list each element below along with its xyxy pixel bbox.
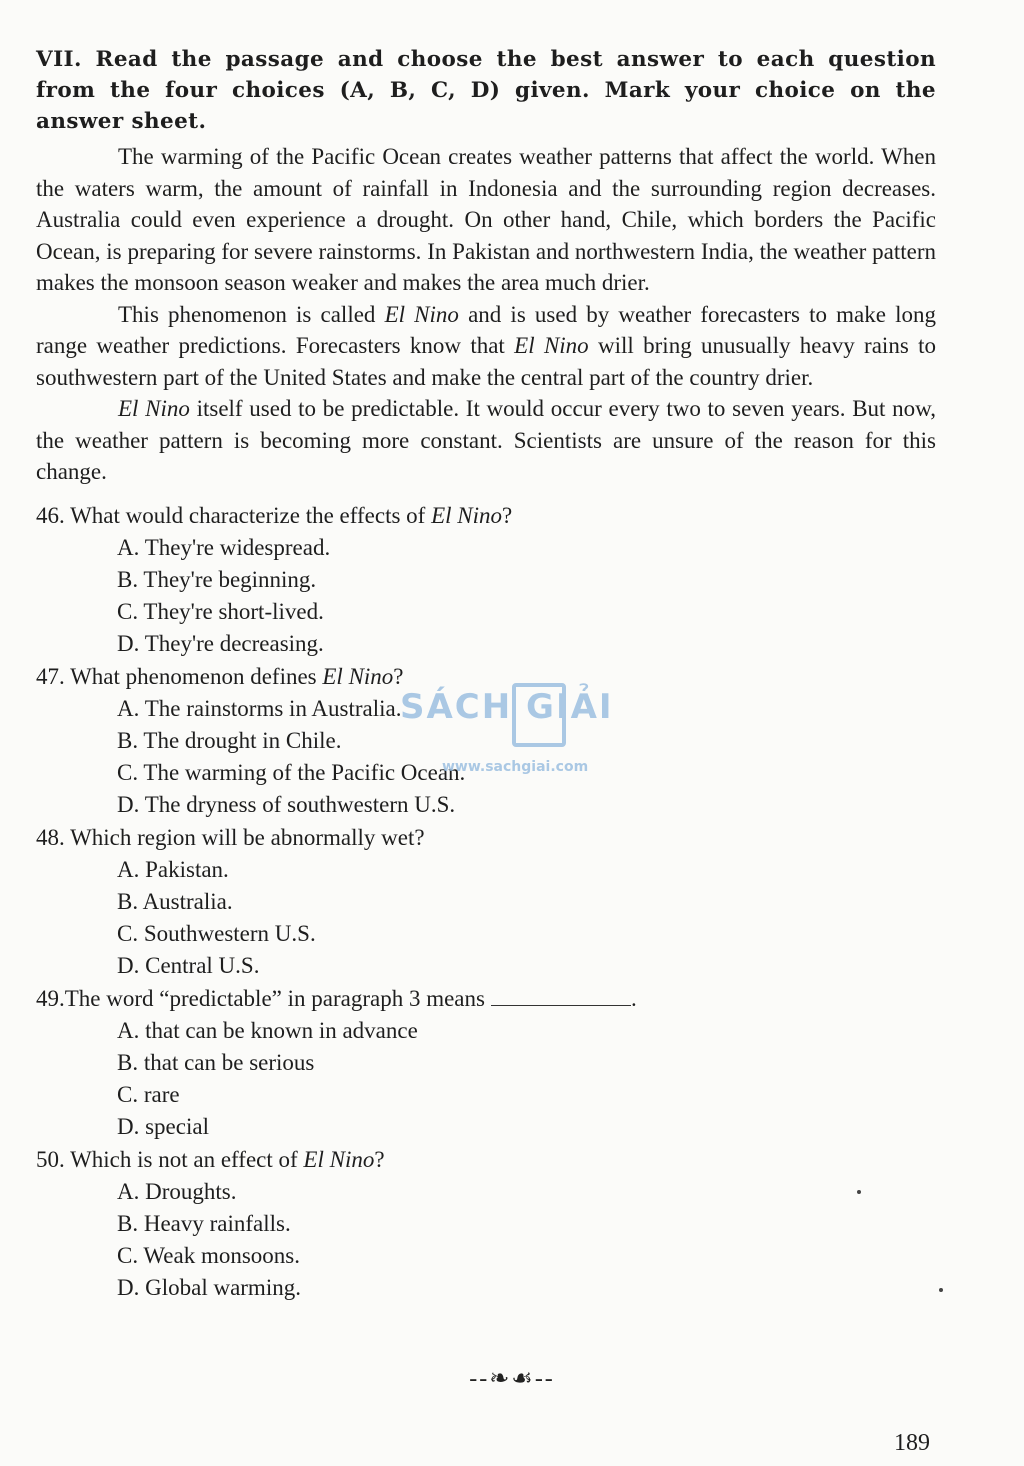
- option-a: A. that can be known in advance: [117, 1017, 418, 1043]
- option-c: C. Weak monsoons.: [117, 1243, 301, 1269]
- speck-mark: [857, 1190, 861, 1194]
- option-c: C. They're short-lived.: [117, 599, 324, 625]
- reading-passage: [36, 141, 936, 488]
- question-stem: 47. What phenomenon defines El Nino?: [36, 663, 404, 689]
- question-48: [36, 822, 936, 983]
- watermark-url: www.sachgiai.com: [442, 759, 589, 775]
- question-stem: 50. Which is not an effect of El Nino?: [36, 1146, 385, 1172]
- option-b: B. Australia.: [117, 888, 233, 914]
- passage-paragraph-3: El Nino itself used to be predictable. It would occur every two to seven years. But now, the weather pattern is becoming more constant. Scientists are unsure of the reason for this change.: [36, 396, 937, 484]
- section-heading: VII. Read the passage and choose the best answer to each question from the four choices (A, B, C, D) given. Mark your choice on the answer sheet.: [36, 47, 936, 134]
- question-46: [36, 500, 936, 661]
- speck-mark: [939, 1288, 943, 1292]
- option-b: B. The drought in Chile.: [117, 727, 342, 753]
- ornament-divider-icon: --❧☙--: [469, 1366, 555, 1392]
- question-stem: 48. Which region will be abnormally wet?: [36, 824, 425, 850]
- question-list: [36, 500, 936, 1305]
- option-b: B. Heavy rainfalls.: [117, 1210, 291, 1236]
- option-d: D. special: [117, 1114, 209, 1140]
- option-c: C. Southwestern U.S.: [117, 921, 316, 947]
- option-b: B. They're beginning.: [117, 566, 317, 592]
- option-d: D. Global warming.: [117, 1275, 301, 1301]
- question-49: [36, 983, 936, 1144]
- option-c: C. The warming of the Pacific Ocean.: [117, 760, 466, 786]
- option-a: A. They're widespread.: [117, 534, 331, 560]
- option-d: D. They're decreasing.: [117, 631, 324, 657]
- option-b: B. that can be serious: [117, 1049, 315, 1075]
- watermark-brand: SÁCH GIẢI: [400, 687, 614, 727]
- option-a: A. Droughts.: [117, 1178, 237, 1204]
- document-page: [36, 44, 936, 1305]
- passage-paragraph-2: This phenomenon is called El Nino and is used by weather forecasters to make long range weather predictions. Forecasters know that El Nino will bring unusually heavy rains to southwestern part of the United States and make the central part of the country drier.: [36, 301, 936, 390]
- option-a: A. Pakistan.: [117, 856, 229, 882]
- option-d: D. The dryness of southwestern U.S.: [117, 792, 456, 818]
- passage-paragraph-1: The warming of the Pacific Ocean creates weather patterns that affect the world. When the waters warm, the amount of rainfall in Indonesia and the surrounding region decreases. Australia could even experience a drought. On other hand, Chile, which borders the Pacific Ocean, is preparing for severe rainstorms. In Pakistan and northwestern India, the weather pattern makes the monsoon season weaker and makes the area much drier.: [36, 144, 936, 295]
- question-stem: 49.The word “predictable” in paragraph 3 means .: [36, 985, 637, 1011]
- watermark-logo: [400, 687, 620, 779]
- option-d: D. Central U.S.: [117, 953, 260, 979]
- page-number: 189: [894, 1430, 930, 1456]
- question-50: [36, 1144, 936, 1305]
- answer-blank: [491, 985, 631, 1006]
- question-stem: 46. What would characterize the effects of El Nino?: [36, 502, 513, 528]
- option-a: A. The rainstorms in Australia.: [117, 695, 402, 721]
- option-c: C. rare: [117, 1082, 180, 1108]
